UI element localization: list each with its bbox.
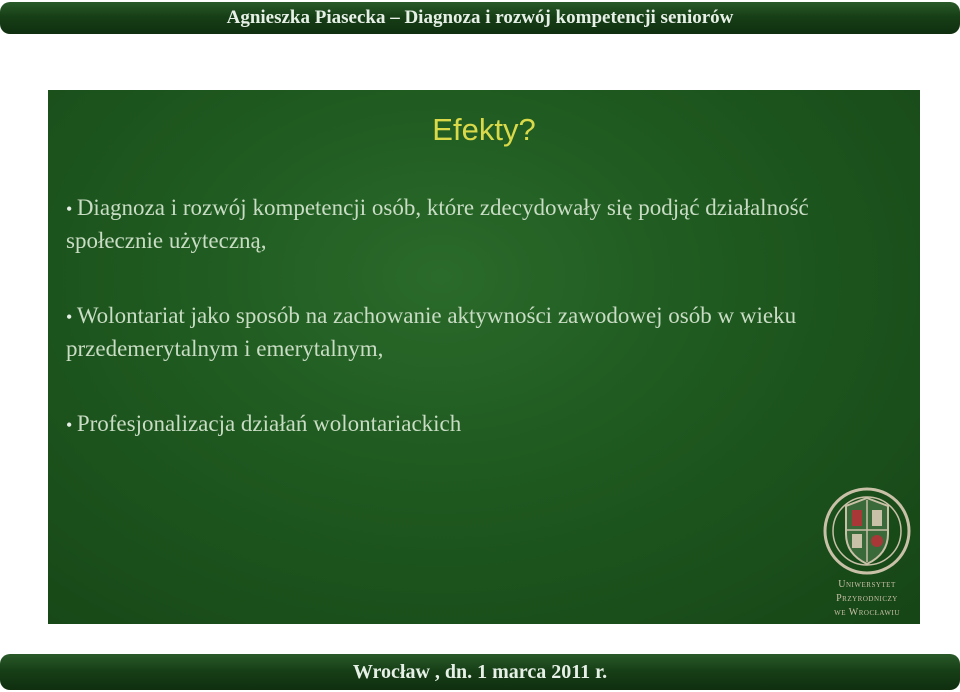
bullet-item: • Diagnoza i rozwój kompetencji osób, które zdecydowały się podjąć działalność społecznie użyteczną, xyxy=(66,192,826,256)
footer-bar xyxy=(0,654,960,690)
logo-line-1: Uniwersytet xyxy=(838,579,896,590)
header-bar xyxy=(0,2,960,34)
bullet-item: • Wolontariat jako sposób na zachowanie aktywności zawodowej osób w wieku przedemerytalnym i emerytalnym, xyxy=(66,300,826,364)
slide-content xyxy=(48,90,920,624)
footer-text: Wrocław , dn. 1 marca 2011 r. xyxy=(352,660,608,683)
university-logo xyxy=(822,486,912,624)
logo-line-2: Przyrodniczy xyxy=(836,593,898,604)
slide-title: Efekty? xyxy=(432,112,536,147)
bullet-list xyxy=(66,192,826,485)
header-title: Agnieszka Piasecka – Diagnoza i rozwój kompetencji seniorów xyxy=(226,7,734,28)
university-seal-icon xyxy=(822,486,912,576)
bullet-item: • Profesjonalizacja działań wolontariackich xyxy=(66,408,826,441)
logo-line-3: we Wrocławiu xyxy=(834,607,900,618)
